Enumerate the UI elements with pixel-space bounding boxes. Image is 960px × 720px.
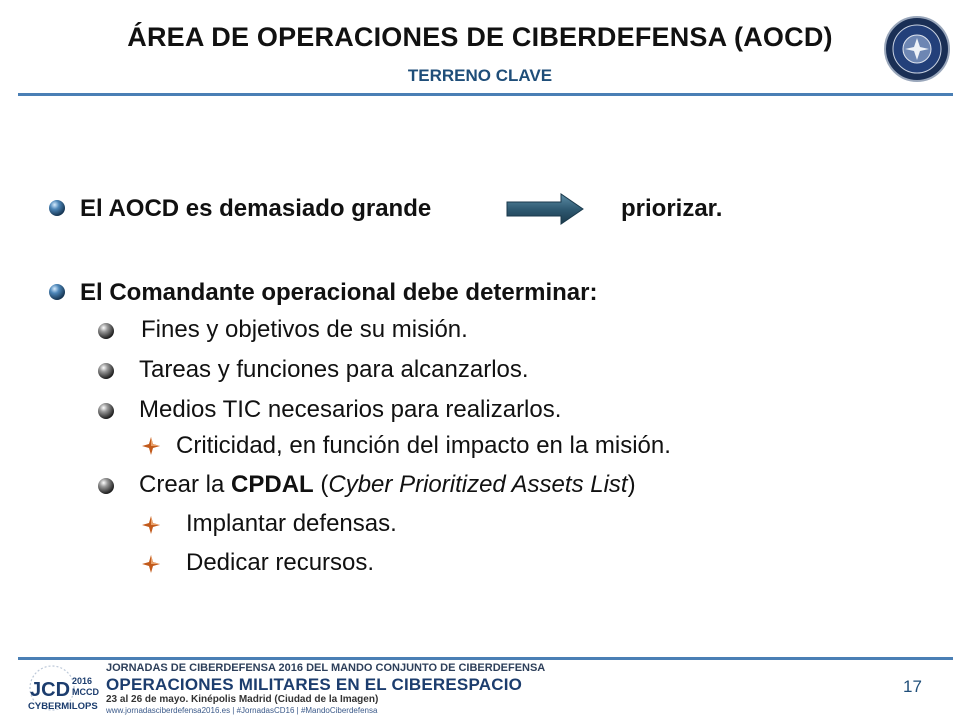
bullet-ball-icon <box>97 362 115 380</box>
cpdal-expansion: Cyber Prioritized Assets List <box>328 471 628 498</box>
ciberdefensa-seal-icon <box>884 16 950 82</box>
bullet-ball-icon <box>48 199 66 217</box>
sub-fines: Fines y objetivos de su misión. <box>141 316 468 343</box>
jcd-logo-icon <box>24 664 102 718</box>
footer-links: www.jornadasciberdefensa2016.es | #JornadasCD16 | #MandoCiberdefensa <box>106 706 378 715</box>
bullet-ball-icon <box>97 402 115 420</box>
bullet-ball-icon <box>97 322 115 340</box>
logo-cybermilops-text: CYBERMILOPS <box>28 701 98 712</box>
footer-event-title: JORNADAS DE CIBERDEFENSA 2016 DEL MANDO CONJUNTO DE CIBERDEFENSA <box>106 662 546 674</box>
sub-tareas: Tareas y funciones para alcanzarlos. <box>139 356 529 383</box>
sub-crear-cpdal <box>139 471 636 499</box>
sub-implantar: Implantar defensas. <box>186 510 397 537</box>
item-aocd-size: El AOCD es demasiado grande <box>80 195 432 222</box>
footer-event-dates: 23 al 26 de mayo. Kinépolis Madrid (Ciudad de la Imagen) <box>106 694 379 705</box>
slide-subtitle: TERRENO CLAVE <box>407 66 553 85</box>
sub-dedicar: Dedicar recursos. <box>186 549 375 576</box>
logo-year-text: 2016 <box>72 676 93 686</box>
sub-crear-prefix: Crear la <box>139 471 232 498</box>
star-bullet-icon <box>141 515 161 535</box>
right-arrow-icon <box>505 193 585 225</box>
star-bullet-icon <box>141 554 161 574</box>
cpdal-acronym: CPDAL <box>231 471 314 498</box>
sub-criticidad: Criticidad, en función del impacto en la misión. <box>176 432 671 459</box>
page-number: 17 <box>903 677 922 696</box>
sub-medios: Medios TIC necesarios para realizarlos. <box>139 396 562 423</box>
item-priorizar: priorizar. <box>621 195 723 222</box>
bullet-ball-icon <box>97 477 115 495</box>
logo-mccd-text: MCCD <box>72 687 99 697</box>
footer-divider <box>18 657 953 660</box>
header-divider <box>18 93 953 96</box>
paren-close: ) <box>627 471 636 498</box>
logo-jcd-text: JCD <box>30 679 71 701</box>
star-bullet-icon <box>141 436 161 456</box>
item-comandante: El Comandante operacional debe determinar: <box>80 279 598 306</box>
footer-event-subtitle: OPERACIONES MILITARES EN EL CIBERESPACIO <box>106 675 523 694</box>
bullet-ball-icon <box>48 283 66 301</box>
paren-open: ( <box>313 471 329 498</box>
slide-title: ÁREA DE OPERACIONES DE CIBERDEFENSA (AOCD) <box>127 22 833 52</box>
